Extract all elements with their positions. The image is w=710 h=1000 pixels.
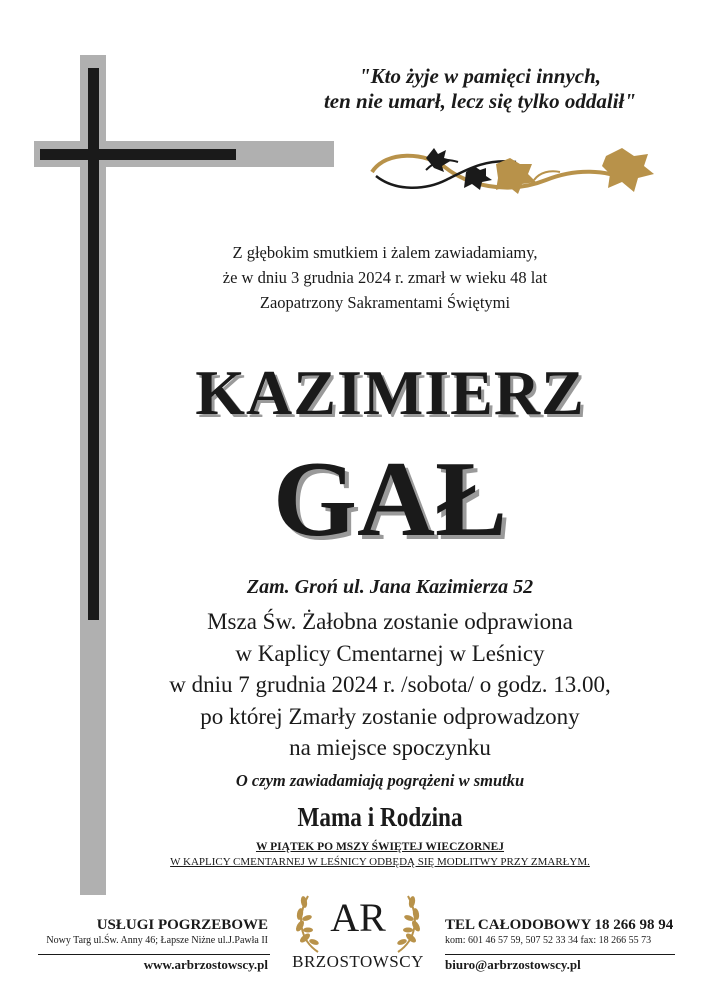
cross-icon-horizontal [40, 149, 236, 160]
quote-line-1: "Kto żyje w pamięci innych, [358, 64, 602, 88]
announcement-intro [180, 240, 590, 315]
prayer-note-line-1: W PIĄTEK PO MSZY ŚWIĘTEJ WIECZORNEJ [255, 841, 505, 853]
phone-24h: TEL CAŁODOBOWY 18 266 98 94 [445, 917, 674, 933]
quote-line-2: ten nie umarł, lecz się tylko oddalił" [323, 89, 637, 113]
deceased-last-name: GAŁ [272, 440, 508, 559]
funeral-service-address: Nowy Targ ul.Św. Anny 46; Łapsze Niżne ul.J.Pawła II [46, 935, 268, 946]
funeral-service-title: USŁUGI POGRZEBOWE [96, 917, 268, 933]
company-logo [278, 888, 438, 988]
intro-line-1: Z głębokim smutkiem i żalem zawiadamiamy, [232, 243, 538, 262]
family-signature: Mama i Rodzina [297, 802, 463, 832]
mourners-notice: O czym zawiadamiają pogrążeni w smutku [235, 771, 525, 790]
mass-line-3: w dniu 7 grudnia 2024 r. /sobota/ o godz. 13.00, [169, 672, 611, 697]
footer-divider-left [38, 954, 270, 955]
prayer-note-line-2: W KAPLICY CMENTARNEJ W LEŚNICY ODBĘDĄ SIĘ MODLITWY PRZY ZMARŁYM. [170, 856, 590, 868]
mass-line-1: Msza Św. Żałobna zostanie odprawiona [207, 609, 573, 634]
intro-line-2: że w dniu 3 grudnia 2024 r. zmarł w wieku 48 lat [222, 268, 548, 287]
logo-initials: AR [330, 895, 386, 940]
memorial-quote [270, 64, 690, 114]
website-link[interactable]: www.arbrzostowscy.pl [143, 957, 268, 972]
leaf-vine-ornament-icon [366, 140, 676, 212]
deceased-first-name: KAZIMIERZ [195, 357, 585, 428]
funeral-mass-info [110, 606, 670, 764]
footer-divider-right [445, 954, 675, 955]
logo-company-name: BRZOSTOWSCY [292, 952, 424, 971]
mass-line-2: w Kaplicy Cmentarnej w Leśnicy [235, 640, 545, 666]
phone-numbers: kom: 601 46 57 59, 507 52 33 34 fax: 18 266 55 73 [445, 935, 652, 946]
deceased-address: Zam. Groń ul. Jana Kazimierza 52 [246, 576, 534, 598]
mass-line-5: na miejsce spoczynku [289, 735, 491, 760]
mass-line-4: po której Zmarły zostanie odprowadzony [200, 703, 580, 729]
intro-line-3: Zaopatrzony Sakramentami Świętymi [259, 293, 511, 312]
email-link[interactable]: biuro@arbrzostowscy.pl [445, 957, 581, 972]
